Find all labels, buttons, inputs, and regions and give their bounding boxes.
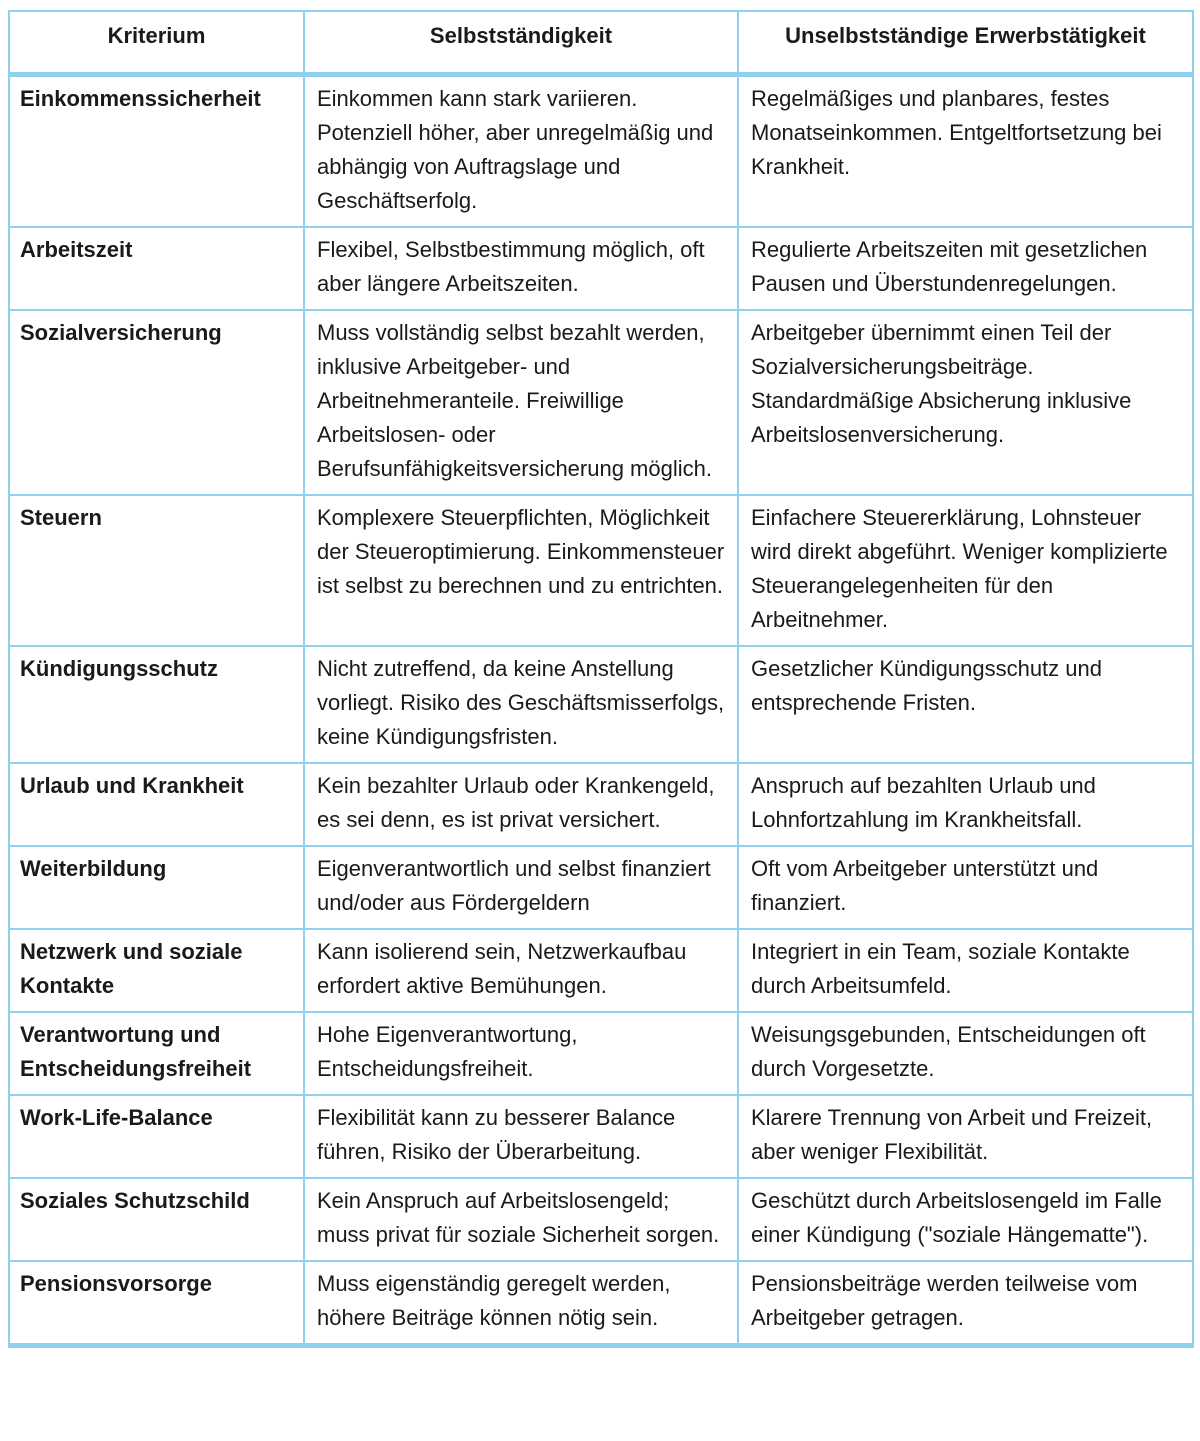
criterion-cell: Arbeitszeit xyxy=(9,227,304,310)
criterion-cell: Verantwortung und Entscheidungsfreiheit xyxy=(9,1012,304,1095)
criterion-cell: Einkommenssicherheit xyxy=(9,75,304,228)
unselbststaendig-cell: Arbeitgeber übernimmt einen Teil der Sozialversicherungsbeiträge. Standardmäßige Absicherung inklusive Arbeitslosenversicherung. xyxy=(738,310,1193,495)
header-cell-kriterium: Kriterium xyxy=(9,11,304,75)
selbststaendigkeit-cell: Kein bezahlter Urlaub oder Krankengeld, es sei denn, es ist privat versichert. xyxy=(304,763,738,846)
header-cell-unselbststaendige-erwerbstaetigkeit: Unselbstständige Erwerbstätigkeit xyxy=(738,11,1193,75)
unselbststaendig-cell: Pensionsbeiträge werden teilweise vom Arbeitgeber getragen. xyxy=(738,1261,1193,1346)
table-header xyxy=(9,11,1193,75)
unselbststaendig-cell: Klarere Trennung von Arbeit und Freizeit, aber weniger Flexibilität. xyxy=(738,1095,1193,1178)
table-row xyxy=(9,846,1193,929)
unselbststaendig-cell: Integriert in ein Team, soziale Kontakte durch Arbeitsumfeld. xyxy=(738,929,1193,1012)
selbststaendigkeit-cell: Eigenverantwortlich und selbst finanziert und/oder aus Fördergeldern xyxy=(304,846,738,929)
unselbststaendig-cell: Regulierte Arbeitszeiten mit gesetzlichen Pausen und Überstundenregelungen. xyxy=(738,227,1193,310)
selbststaendigkeit-cell: Einkommen kann stark variieren. Potenziell höher, aber unregelmäßig und abhängig von Auftragslage und Geschäftserfolg. xyxy=(304,75,738,228)
criterion-cell: Weiterbildung xyxy=(9,846,304,929)
header-cell-selbststaendigkeit: Selbstständigkeit xyxy=(304,11,738,75)
criterion-cell: Kündigungsschutz xyxy=(9,646,304,763)
table-row xyxy=(9,763,1193,846)
criterion-cell: Pensionsvorsorge xyxy=(9,1261,304,1346)
comparison-table xyxy=(8,10,1194,1348)
selbststaendigkeit-cell: Komplexere Steuerpflichten, Möglichkeit der Steueroptimierung. Einkommensteuer ist selbst zu berechnen und zu entrichten. xyxy=(304,495,738,646)
criterion-cell: Urlaub und Krankheit xyxy=(9,763,304,846)
unselbststaendig-cell: Gesetzlicher Kündigungsschutz und entsprechende Fristen. xyxy=(738,646,1193,763)
unselbststaendig-cell: Anspruch auf bezahlten Urlaub und Lohnfortzahlung im Krankheitsfall. xyxy=(738,763,1193,846)
unselbststaendig-cell: Einfachere Steuererklärung, Lohnsteuer wird direkt abgeführt. Weniger komplizierte Steuerangelegenheiten für den Arbeitnehmer. xyxy=(738,495,1193,646)
selbststaendigkeit-cell: Kein Anspruch auf Arbeitslosengeld; muss privat für soziale Sicherheit sorgen. xyxy=(304,1178,738,1261)
criterion-cell: Sozialversicherung xyxy=(9,310,304,495)
table-row xyxy=(9,227,1193,310)
unselbststaendig-cell: Weisungsgebunden, Entscheidungen oft durch Vorgesetzte. xyxy=(738,1012,1193,1095)
selbststaendigkeit-cell: Kann isolierend sein, Netzwerkaufbau erfordert aktive Bemühungen. xyxy=(304,929,738,1012)
table-row xyxy=(9,1095,1193,1178)
table-row xyxy=(9,1261,1193,1346)
table-row xyxy=(9,929,1193,1012)
selbststaendigkeit-cell: Flexibilität kann zu besserer Balance führen, Risiko der Überarbeitung. xyxy=(304,1095,738,1178)
criterion-cell: Soziales Schutzschild xyxy=(9,1178,304,1261)
criterion-cell: Netzwerk und soziale Kontakte xyxy=(9,929,304,1012)
criterion-cell: Steuern xyxy=(9,495,304,646)
selbststaendigkeit-cell: Hohe Eigenverantwortung, Entscheidungsfreiheit. xyxy=(304,1012,738,1095)
selbststaendigkeit-cell: Muss eigenständig geregelt werden, höhere Beiträge können nötig sein. xyxy=(304,1261,738,1346)
unselbststaendig-cell: Regelmäßiges und planbares, festes Monatseinkommen. Entgeltfortsetzung bei Krankheit. xyxy=(738,75,1193,228)
selbststaendigkeit-cell: Muss vollständig selbst bezahlt werden, inklusive Arbeitgeber- und Arbeitnehmeranteile. Freiwillige Arbeitslosen- oder Berufsunfähigkeitsversicherung möglich. xyxy=(304,310,738,495)
table-row xyxy=(9,75,1193,228)
selbststaendigkeit-cell: Flexibel, Selbstbestimmung möglich, oft aber längere Arbeitszeiten. xyxy=(304,227,738,310)
table-row xyxy=(9,495,1193,646)
unselbststaendig-cell: Geschützt durch Arbeitslosengeld im Falle einer Kündigung ("soziale Hängematte"). xyxy=(738,1178,1193,1261)
table-row xyxy=(9,646,1193,763)
table-row xyxy=(9,310,1193,495)
table-row xyxy=(9,1178,1193,1261)
unselbststaendig-cell: Oft vom Arbeitgeber unterstützt und finanziert. xyxy=(738,846,1193,929)
criterion-cell: Work-Life-Balance xyxy=(9,1095,304,1178)
selbststaendigkeit-cell: Nicht zutreffend, da keine Anstellung vorliegt. Risiko des Geschäftsmisserfolgs, keine Kündigungsfristen. xyxy=(304,646,738,763)
table-body xyxy=(9,75,1193,1346)
table-row xyxy=(9,1012,1193,1095)
header-row xyxy=(9,11,1193,75)
